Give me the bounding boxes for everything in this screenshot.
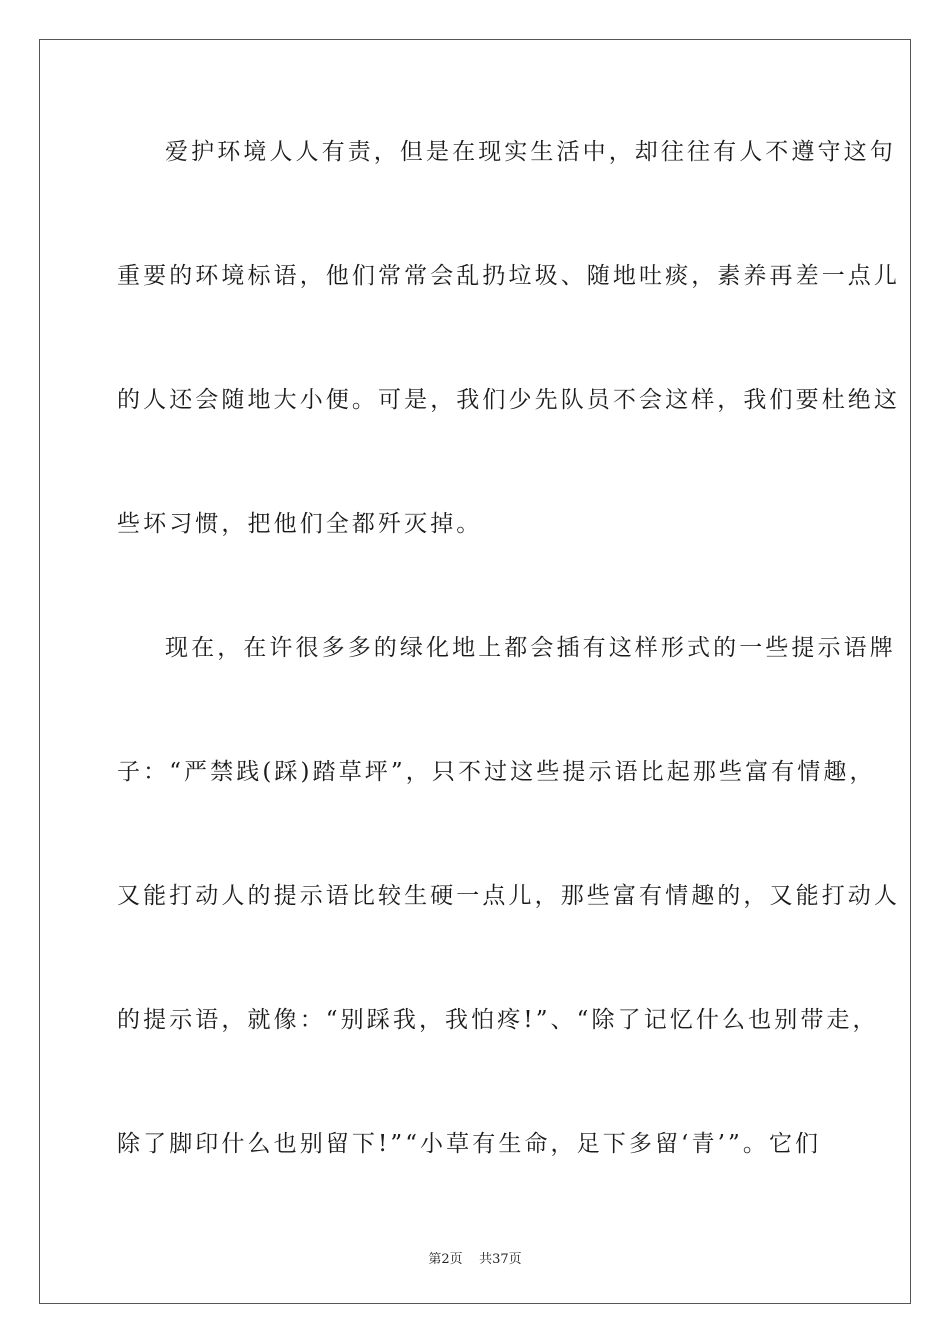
paragraph-2-line-2: 子：“严禁践(踩)踏草坪”，只不过这些提示语比起那些富有情趣，	[117, 759, 876, 785]
paragraph-2-line-5: 除了脚印什么也别留下!”“小草有生命，足下多留‘青’”。它们	[117, 1131, 822, 1157]
page-border	[39, 39, 911, 1304]
page-number: 第2页	[428, 1252, 463, 1267]
paragraph-2-line-1: 现在，在许很多多的绿化地上都会插有这样形式的一些提示语牌	[165, 635, 896, 661]
paragraph-1-line-3: 的人还会随地大小便。可是，我们少先队员不会这样，我们要杜绝这	[117, 387, 900, 413]
paragraph-2-line-4: 的提示语，就像：“别踩我，我怕疼!”、“除了记忆什么也别带走，	[117, 1007, 879, 1033]
paragraph-1-line-2: 重要的环境标语，他们常常会乱扔垃圾、随地吐痰，素养再差一点儿	[117, 263, 900, 289]
paragraph-1-line-1: 爱护环境人人有责，但是在现实生活中，却往往有人不遵守这句	[165, 139, 896, 165]
page-footer	[0, 1248, 950, 1267]
paragraph-2-line-3: 又能打动人的提示语比较生硬一点儿，那些富有情趣的，又能打动人	[117, 883, 900, 909]
page-total: 共37页	[479, 1252, 522, 1267]
paragraph-1-line-4: 些坏习惯，把他们全都歼灭掉。	[117, 511, 483, 537]
